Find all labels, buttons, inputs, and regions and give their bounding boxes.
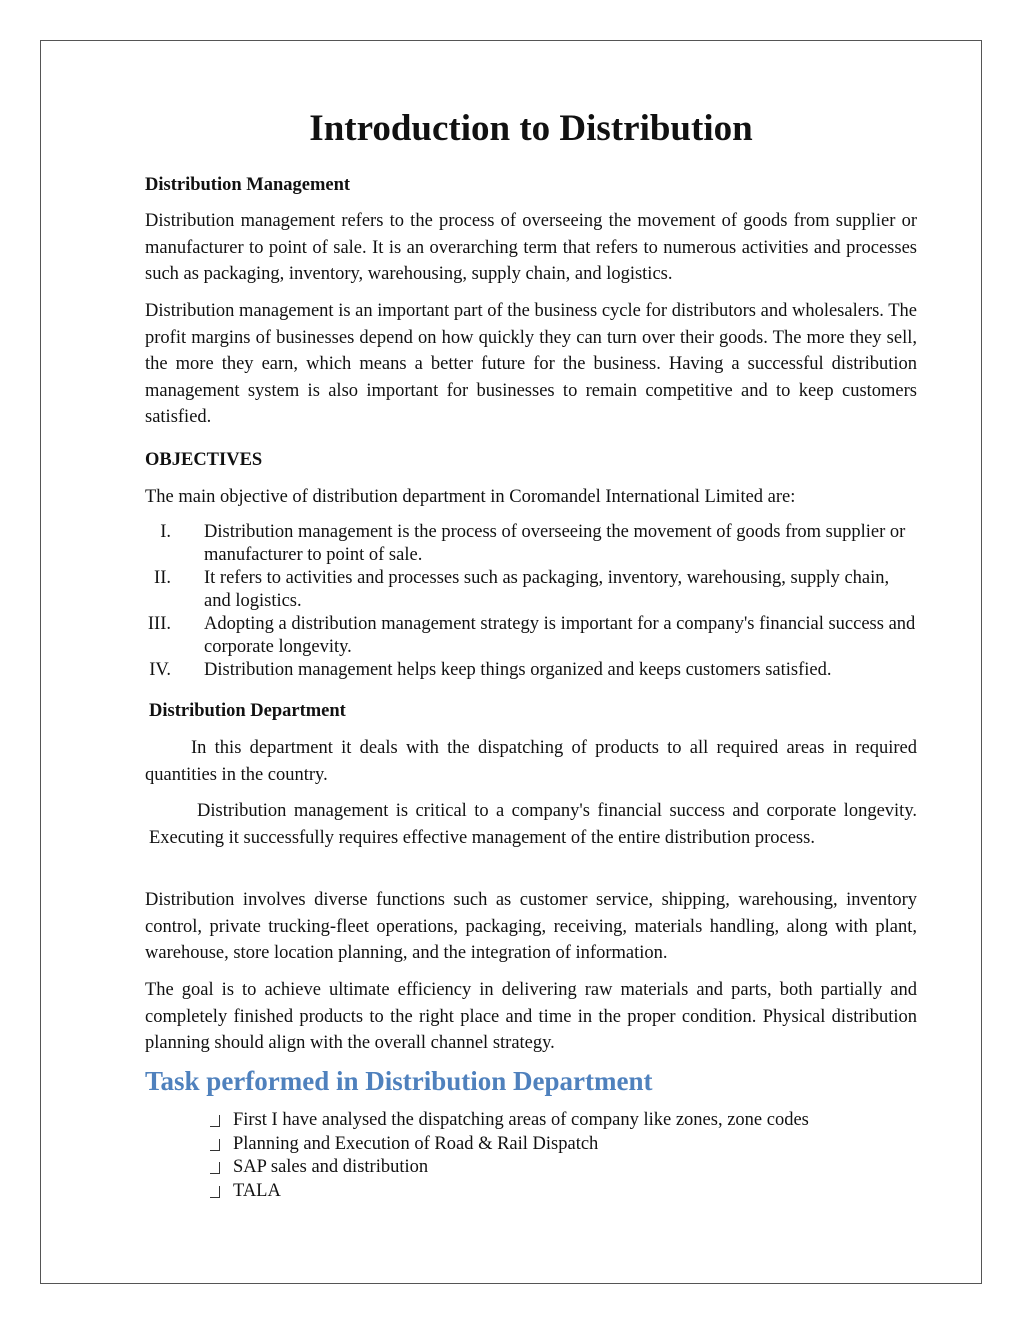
page-title: Introduction to Distribution — [309, 108, 753, 149]
list-item-text: It refers to activities and processes such as packaging, inventory, warehousing, supply chain, and logistics. — [204, 568, 890, 611]
paragraph: Distribution management refers to the process of overseeing the movement of goods from supplier or manufacturer to point of sale. It is an overarching term that refers to numerous activities and processes such as packaging, inventory, warehousing, supply chain, and logistics. — [145, 211, 917, 284]
list-item-text: TALA — [233, 1180, 281, 1201]
paragraph: The goal is to achieve ultimate efficiency in delivering raw materials and parts, both partially and completely finished products to the right place and time in the proper condition. Physical distribution planning should align with the overall channel strategy. — [145, 980, 917, 1053]
list-item-text: First I have analysed the dispatching areas of company like zones, zone codes — [233, 1110, 809, 1130]
list-item — [190, 1109, 809, 1133]
paragraph: Distribution involves diverse functions such as customer service, shipping, warehousing, inventory control, private trucking-fleet operations, packaging, receiving, materials handling, along with plant, warehouse, store location planning, and the integration of information. — [145, 890, 917, 963]
list-number: IV. — [149, 660, 171, 680]
checkbox-bullet-icon — [210, 1115, 220, 1127]
checkbox-bullet-icon — [210, 1139, 220, 1151]
list-item — [190, 1156, 809, 1180]
paragraph: The main objective of distribution department in Coromandel International Limited are: — [145, 487, 796, 507]
list-item — [145, 521, 917, 567]
checkbox-bullet-icon — [210, 1186, 220, 1198]
list-item-text: Planning and Execution of Road & Rail Dispatch — [233, 1133, 599, 1154]
list-item-text: Adopting a distribution management strategy is important for a company's financial success and corporate longevity. — [204, 614, 916, 657]
section-heading-distribution-management: Distribution Management — [145, 175, 351, 195]
section-heading-distribution-department: Distribution Department — [149, 701, 346, 721]
list-item — [145, 613, 917, 659]
objectives-list — [145, 521, 917, 682]
list-item-text: Distribution management helps keep things organized and keeps customers satisfied. — [204, 660, 832, 680]
paragraph: Distribution management is an important part of the business cycle for distributors and wholesalers. The profit margins of businesses depend on how quickly they can turn over their goods. The more they sell, the more they earn, which means a better future for the business. Having a successful distribution management system is also important for businesses to remain competitive and to keep customers satisfied. — [145, 301, 917, 427]
list-number: II. — [154, 568, 171, 588]
paragraph: Distribution management is critical to a company's financial success and corporate longevity. Executing it successfully requires effective management of the entire distribution process. — [149, 801, 917, 848]
list-number: I. — [160, 522, 171, 542]
paragraph: In this department it deals with the dispatching of products to all required areas in required quantities in the country. — [145, 738, 917, 785]
list-item — [145, 567, 917, 613]
list-number: III. — [147, 614, 171, 634]
section-heading-tasks: Task performed in Distribution Department — [145, 1066, 653, 1096]
list-item — [145, 659, 917, 682]
list-item-text: SAP sales and distribution — [233, 1157, 429, 1177]
checkbox-bullet-icon — [210, 1162, 220, 1174]
list-item-text: Distribution management is the process of overseeing the movement of goods from supplier or manufacturer to point of sale. — [204, 522, 906, 565]
list-item — [190, 1133, 809, 1157]
section-heading-objectives: OBJECTIVES — [145, 450, 263, 470]
tasks-list — [190, 1109, 809, 1203]
list-item — [190, 1180, 809, 1204]
